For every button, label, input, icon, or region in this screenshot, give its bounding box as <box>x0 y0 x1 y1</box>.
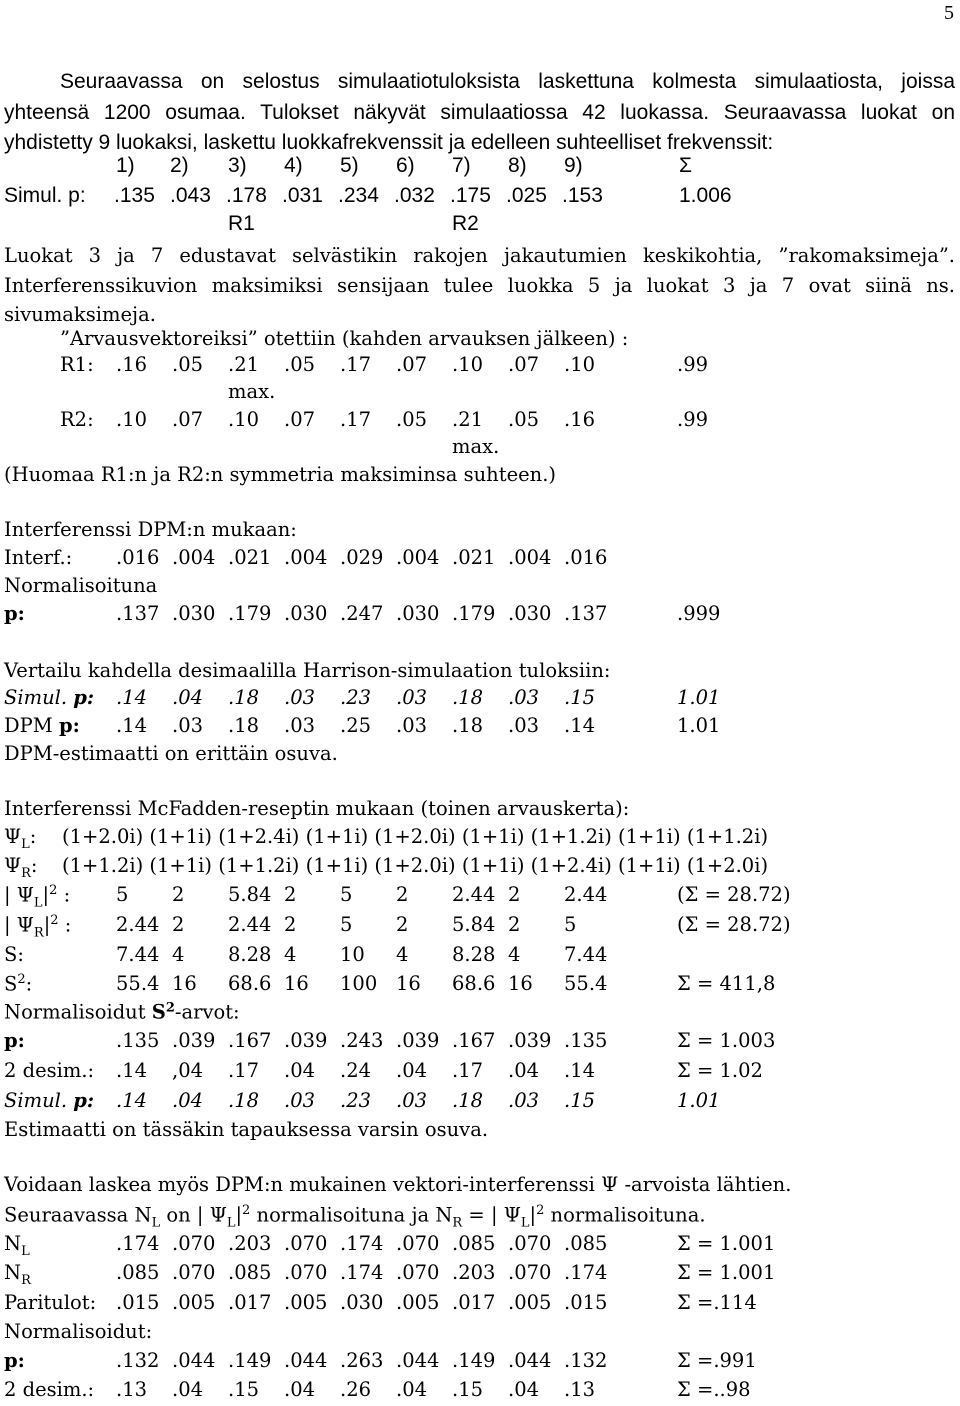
value-cell: .03 <box>284 714 316 737</box>
value-cell: .137 <box>116 602 160 625</box>
value-cell: .05 <box>172 353 204 376</box>
value-cell: .015 <box>116 1291 160 1314</box>
value-cell: .030 <box>340 1291 384 1314</box>
value-cell: .03 <box>284 1089 316 1112</box>
value-cell: .132 <box>564 1349 608 1372</box>
value-cell: .04 <box>396 1059 428 1082</box>
row-label: Simul. p: <box>4 1089 95 1112</box>
value-cell: .132 <box>116 1349 160 1372</box>
value-cell: 16 <box>396 972 421 995</box>
value-cell: .179 <box>452 602 496 625</box>
dpm-conclusion: DPM-estimaatti on erittäin osuva. <box>4 742 338 765</box>
value-cell: .07 <box>284 408 316 431</box>
row-label: 2 desim.: <box>4 1378 95 1401</box>
value-cell: .025 <box>506 184 547 207</box>
simul-p-row <box>0 184 960 212</box>
mcf-conclusion: Estimaatti on tässäkin tapauksessa varsin osuva. <box>4 1118 489 1141</box>
sum-cell: Σ = 411,8 <box>677 972 776 995</box>
value-cell: .07 <box>508 353 540 376</box>
value-cell: .021 <box>452 546 496 569</box>
value-cell: .174 <box>340 1232 384 1255</box>
row-label: p: <box>4 602 25 625</box>
value-cell: .070 <box>508 1232 552 1255</box>
value-cell: .17 <box>452 1059 484 1082</box>
r1-marker: R1 <box>228 212 255 235</box>
value-cell: .044 <box>508 1349 552 1372</box>
value-cell: .203 <box>452 1261 496 1284</box>
value-cell: .04 <box>396 1378 428 1401</box>
value-cell: .234 <box>338 184 379 207</box>
value-cell: .04 <box>284 1378 316 1401</box>
value-cell: .17 <box>340 408 372 431</box>
row-label: Simul. p: <box>4 184 86 207</box>
value-cell: 100 <box>340 972 378 995</box>
value-cell: .005 <box>172 1291 216 1314</box>
value-cell: .03 <box>284 686 316 709</box>
value-cell: .030 <box>396 602 440 625</box>
value-cell: .029 <box>340 546 384 569</box>
value-cell: .03 <box>396 686 428 709</box>
psi-l-row <box>0 825 960 853</box>
nr-row <box>0 1261 960 1289</box>
value-cell: .10 <box>452 353 484 376</box>
sum-cell: Σ = 1.001 <box>677 1232 776 1255</box>
value-cell: .17 <box>340 353 372 376</box>
value-cell: .04 <box>172 686 204 709</box>
value-cell: .021 <box>228 546 272 569</box>
value-cell: .07 <box>172 408 204 431</box>
value-cell: .135 <box>116 1029 160 1052</box>
value-cell: .04 <box>172 1089 204 1112</box>
value-cell: .03 <box>396 1089 428 1112</box>
page-number: 5 <box>944 2 954 24</box>
value-cell: .005 <box>508 1291 552 1314</box>
value-cell: 5 <box>564 913 577 936</box>
value-cell: .05 <box>396 408 428 431</box>
dpm-title: Interferenssi DPM:n mukaan: <box>4 518 297 541</box>
interf-row <box>0 546 960 574</box>
value-cell: 4 <box>508 943 521 966</box>
row-label: S: <box>4 943 24 966</box>
value-cell: .005 <box>284 1291 328 1314</box>
row-label: p: <box>4 1349 25 1372</box>
value-cell: .03 <box>172 714 204 737</box>
value-cell: .10 <box>228 408 260 431</box>
row-label: R1: <box>60 353 94 376</box>
value-cell: .039 <box>172 1029 216 1052</box>
value-cell: .05 <box>508 408 540 431</box>
value-cell: .005 <box>396 1291 440 1314</box>
value-cell: .21 <box>228 353 260 376</box>
value-cell: .247 <box>340 602 384 625</box>
mcf-p-row <box>0 1029 960 1057</box>
value-cell: 16 <box>284 972 309 995</box>
value-cell: .004 <box>508 546 552 569</box>
sum-cell: Σ =.991 <box>677 1349 757 1372</box>
class-header-cell: 5) <box>340 154 359 177</box>
value-cell: 2 <box>284 883 297 906</box>
sum-cell: (Σ = 28.72) <box>677 883 791 906</box>
value-cell: .14 <box>564 1059 596 1082</box>
value-cell: .24 <box>340 1059 372 1082</box>
value-cell: .25 <box>340 714 372 737</box>
value-cell: .004 <box>396 546 440 569</box>
normalized-label: Normalisoituna <box>4 574 158 597</box>
psi-r-row <box>0 854 960 882</box>
value-cell: 2.44 <box>116 913 160 936</box>
value-cell: .04 <box>508 1059 540 1082</box>
row-label: Interf.: <box>4 546 73 569</box>
value-cell: 4 <box>396 943 409 966</box>
mcfadden-title: Interferenssi McFadden-reseptin mukaan (toinen arvauskerta): <box>4 797 630 820</box>
value-cell: .044 <box>284 1349 328 1372</box>
r2-marker: R2 <box>452 212 479 235</box>
value-cell: .18 <box>228 714 260 737</box>
value-cell: 68.6 <box>452 972 496 995</box>
value-cell: 2.44 <box>228 913 272 936</box>
row-label: $N_R$ <box>4 1261 31 1288</box>
value-cell: .03 <box>508 714 540 737</box>
value-cell: .04 <box>172 1378 204 1401</box>
value-cell: 2 <box>172 883 185 906</box>
comparison-title: Vertailu kahdella desimaalilla Harrison-simulaation tuloksiin: <box>4 659 611 682</box>
value-cell: .031 <box>282 184 323 207</box>
row-label: DPM p: <box>4 714 80 737</box>
abs-r-row <box>0 913 960 941</box>
symmetry-note: (Huomaa R1:n ja R2:n symmetria maksiminsa suhteen.) <box>4 463 557 486</box>
value-cell: .039 <box>284 1029 328 1052</box>
value-cell: .03 <box>508 686 540 709</box>
value-cell: .14 <box>116 1089 148 1112</box>
value-cell: .03 <box>396 714 428 737</box>
class-header-cell: 2) <box>170 154 189 177</box>
vec-p-row <box>0 1349 960 1377</box>
row-label: Paritulot: <box>4 1291 97 1314</box>
value-cell: 2 <box>508 913 521 936</box>
sum-cell: 1.01 <box>677 686 721 709</box>
value-cell: 55.4 <box>116 972 160 995</box>
vector-title: Voidaan laskea myös DPM:n mukainen vektori-interferenssi Ψ -arvoista lähtien. <box>4 1173 792 1196</box>
value-cell: .10 <box>564 353 596 376</box>
value-cell: .070 <box>172 1232 216 1255</box>
value-cell: .070 <box>284 1232 328 1255</box>
value-cell: .10 <box>116 408 148 431</box>
value-cell: .070 <box>284 1261 328 1284</box>
value-cell: .13 <box>564 1378 596 1401</box>
psi-r-label: $\Psi_R$: <box>4 854 38 881</box>
two-dec-row <box>0 1059 960 1087</box>
sum-cell: Σ = 1.001 <box>677 1261 776 1284</box>
value-cell: .004 <box>172 546 216 569</box>
class-header-cell: 6) <box>396 154 415 177</box>
nl-row <box>0 1232 960 1260</box>
compare-simul-row <box>0 686 960 714</box>
value-cell: .004 <box>284 546 328 569</box>
row-label: 2 desim.: <box>4 1059 95 1082</box>
sum-cell: .999 <box>677 602 721 625</box>
value-cell: .030 <box>172 602 216 625</box>
value-cell: 7.44 <box>116 943 160 966</box>
s-row <box>0 943 960 971</box>
value-cell: 4 <box>172 943 185 966</box>
value-cell: 16 <box>508 972 533 995</box>
psi-l-label: $\Psi_L$: <box>4 825 37 852</box>
value-cell: .15 <box>452 1378 484 1401</box>
sum-cell: Σ =..98 <box>677 1378 751 1401</box>
value-cell: .26 <box>340 1378 372 1401</box>
value-cell: .149 <box>228 1349 272 1372</box>
sum-cell: (Σ = 28.72) <box>677 913 791 936</box>
r1-max-label: max. <box>228 380 276 403</box>
value-cell: .070 <box>172 1261 216 1284</box>
value-cell: 55.4 <box>564 972 608 995</box>
value-cell: 2 <box>508 883 521 906</box>
value-cell: .044 <box>396 1349 440 1372</box>
value-cell: .175 <box>450 184 491 207</box>
value-cell: .137 <box>564 602 608 625</box>
value-cell: .135 <box>564 1029 608 1052</box>
value-cell: 2 <box>396 913 409 936</box>
guess-r1-row <box>0 353 960 381</box>
value-cell: .030 <box>284 602 328 625</box>
guess-r2-row <box>0 408 960 436</box>
value-cell: .017 <box>452 1291 496 1314</box>
value-cell: .21 <box>452 408 484 431</box>
r-marker-row <box>0 212 960 240</box>
sum-cell: 1.006 <box>679 184 732 207</box>
value-cell: .14 <box>116 714 148 737</box>
paritulot-row <box>0 1291 960 1319</box>
value-cell: .015 <box>564 1291 608 1314</box>
value-cell: .23 <box>340 1089 372 1112</box>
value-cell: .15 <box>228 1378 260 1401</box>
value-cell: .085 <box>228 1261 272 1284</box>
mcf-simul-row <box>0 1089 960 1117</box>
value-cell: ,04 <box>172 1059 204 1082</box>
value-cell: 2.44 <box>452 883 496 906</box>
value-cell: .18 <box>228 1089 260 1112</box>
psi-l-values: (1+2.0i) (1+1i) (1+2.4i) (1+1i) (1+2.0i) (1+1i) (1+1.2i) (1+1i) (1+1.2i) <box>62 825 769 848</box>
value-cell: .017 <box>228 1291 272 1314</box>
value-cell: .14 <box>564 714 596 737</box>
value-cell: .16 <box>116 353 148 376</box>
abs-r-label: | $\Psi_R|^2$ : <box>4 913 72 941</box>
value-cell: .18 <box>452 714 484 737</box>
sum-cell: .99 <box>677 353 709 376</box>
value-cell: .043 <box>170 184 211 207</box>
value-cell: .030 <box>508 602 552 625</box>
sum-cell: Σ = 1.02 <box>677 1059 763 1082</box>
value-cell: .179 <box>228 602 272 625</box>
value-cell: 10 <box>340 943 365 966</box>
value-cell: 16 <box>172 972 197 995</box>
value-cell: 5 <box>116 883 129 906</box>
sum-cell: Σ = 1.003 <box>677 1029 776 1052</box>
value-cell: .18 <box>452 1089 484 1112</box>
value-cell: .167 <box>452 1029 496 1052</box>
value-cell: .039 <box>508 1029 552 1052</box>
value-cell: 8.28 <box>228 943 272 966</box>
class-header-row <box>0 154 960 182</box>
r2-max-label: max. <box>452 435 500 458</box>
s2-row <box>0 972 960 1000</box>
value-cell: 5 <box>340 883 353 906</box>
value-cell: .15 <box>564 1089 596 1112</box>
class-header-cell: 8) <box>508 154 527 177</box>
class-header-cell: 4) <box>284 154 303 177</box>
value-cell: 7.44 <box>564 943 608 966</box>
value-cell: .03 <box>508 1089 540 1112</box>
value-cell: .085 <box>452 1232 496 1255</box>
value-cell: 4 <box>284 943 297 966</box>
compare-dpm-row <box>0 714 960 742</box>
class-header-cell: 9) <box>564 154 583 177</box>
value-cell: .016 <box>564 546 608 569</box>
value-cell: .135 <box>114 184 155 207</box>
class-header-cell: 1) <box>116 154 135 177</box>
value-cell: .039 <box>396 1029 440 1052</box>
sum-cell: 1.01 <box>677 1089 721 1112</box>
value-cell: .04 <box>508 1378 540 1401</box>
value-cell: .07 <box>396 353 428 376</box>
value-cell: .044 <box>172 1349 216 1372</box>
value-cell: .032 <box>394 184 435 207</box>
value-cell: .16 <box>564 408 596 431</box>
value-cell: 2.44 <box>564 883 608 906</box>
psi-r-values: (1+1.2i) (1+1i) (1+1.2i) (1+1i) (1+2.0i) (1+1i) (1+2.4i) (1+1i) (1+2.0i) <box>62 854 769 877</box>
value-cell: 2 <box>172 913 185 936</box>
dpm-p-row <box>0 602 960 630</box>
row-label: Simul. p: <box>4 686 95 709</box>
value-cell: .04 <box>284 1059 316 1082</box>
value-cell: .085 <box>564 1232 608 1255</box>
guess-title: ”Arvausvektoreiksi” otettiin (kahden arvauksen jälkeen) : <box>60 327 629 350</box>
value-cell: .167 <box>228 1029 272 1052</box>
abs-l-row <box>0 883 960 911</box>
value-cell: .13 <box>116 1378 148 1401</box>
following-line: Seuraavassa $N_L$ on | $\Psi_L|^2$ normalisoituna ja $N_R$ = | $\Psi_L|^2$ normalisoituna. <box>4 1203 706 1231</box>
value-cell: .070 <box>396 1232 440 1255</box>
sum-cell: .99 <box>677 408 709 431</box>
value-cell: .18 <box>228 686 260 709</box>
value-cell: 5.84 <box>228 883 272 906</box>
sigma-header: Σ <box>679 154 692 177</box>
value-cell: .263 <box>340 1349 384 1372</box>
row-label: $N_L$ <box>4 1232 30 1259</box>
value-cell: .070 <box>396 1261 440 1284</box>
value-cell: .14 <box>116 1059 148 1082</box>
value-cell: .153 <box>562 184 603 207</box>
value-cell: .17 <box>228 1059 260 1082</box>
value-cell: 68.6 <box>228 972 272 995</box>
sum-cell: Σ =.114 <box>677 1291 757 1314</box>
class-header-cell: 7) <box>452 154 471 177</box>
value-cell: .174 <box>564 1261 608 1284</box>
normalisoidut-label: Normalisoidut: <box>4 1320 153 1343</box>
value-cell: 2 <box>396 883 409 906</box>
value-cell: 5.84 <box>452 913 496 936</box>
value-cell: .016 <box>116 546 160 569</box>
abs-l-label: | $\Psi_L|^2$ : <box>4 883 71 911</box>
value-cell: .070 <box>508 1261 552 1284</box>
value-cell: .085 <box>116 1261 160 1284</box>
value-cell: .203 <box>228 1232 272 1255</box>
value-cell: .243 <box>340 1029 384 1052</box>
row-label: R2: <box>60 408 94 431</box>
normalized-s2-title: Normalisoidut $S^2$-arvot: <box>4 1000 240 1024</box>
value-cell: 8.28 <box>452 943 496 966</box>
value-cell: .05 <box>284 353 316 376</box>
row-label: p: <box>4 1029 25 1052</box>
value-cell: .174 <box>340 1261 384 1284</box>
value-cell: .23 <box>340 686 372 709</box>
value-cell: .178 <box>226 184 267 207</box>
value-cell: .15 <box>564 686 596 709</box>
value-cell: 5 <box>340 913 353 936</box>
class-header-cell: 3) <box>228 154 247 177</box>
value-cell: .18 <box>452 686 484 709</box>
explanation-paragraph: Luokat 3 ja 7 edustavat selvästikin rakojen jakautumien keskikohtia, ”rakomaksimeja”. Interferenssikuvion maksimiksi sensijaan tulee luokka 5 ja luokat 3 ja 7 ovat siinä ns. sivumaksimeja. <box>4 244 955 326</box>
sum-cell: 1.01 <box>677 714 721 737</box>
intro-paragraph: Seuraavassa on selostus simulaatiotuloksista laskettuna kolmesta simulaatiosta, joissa yhteensä 1200 osumaa. Tulokset näkyvät simulaatiossa 42 luokassa. Seuraavassa luokat on yhdistetty 9 luokaksi, laskettu luokkafrekvenssit ja edelleen suhteelliset frekvenssit: <box>4 70 955 154</box>
value-cell: .149 <box>452 1349 496 1372</box>
row-label: $S^2$: <box>4 972 33 996</box>
value-cell: 2 <box>284 913 297 936</box>
value-cell: .14 <box>116 686 148 709</box>
value-cell: .174 <box>116 1232 160 1255</box>
